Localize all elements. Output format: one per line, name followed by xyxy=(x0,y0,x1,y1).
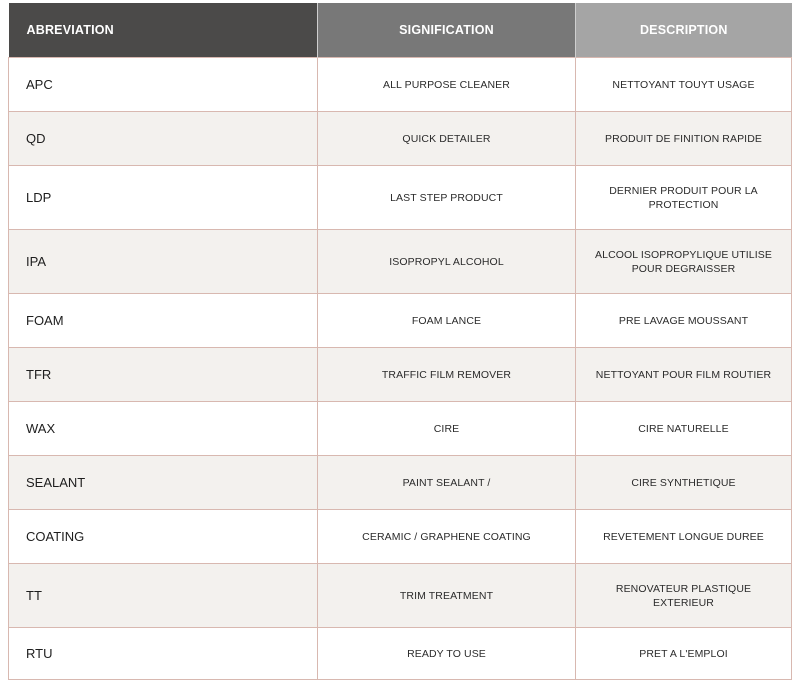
cell-description: PRODUIT DE FINITION RAPIDE xyxy=(576,112,792,166)
cell-signification: CIRE xyxy=(318,402,576,456)
table-header xyxy=(9,3,792,58)
cell-abbreviation: TFR xyxy=(9,348,318,402)
cell-description: CIRE SYNTHETIQUE xyxy=(576,456,792,510)
cell-description: DERNIER PRODUIT POUR LA PROTECTION xyxy=(576,166,792,230)
table-row xyxy=(9,564,792,628)
cell-signification: FOAM LANCE xyxy=(318,294,576,348)
cell-signification: TRAFFIC FILM REMOVER xyxy=(318,348,576,402)
cell-signification: TRIM TREATMENT xyxy=(318,564,576,628)
cell-description: PRE LAVAGE MOUSSANT xyxy=(576,294,792,348)
table-row xyxy=(9,58,792,112)
header-abbreviation: ABREVIATION xyxy=(9,3,318,58)
table-row xyxy=(9,456,792,510)
cell-description: RENOVATEUR PLASTIQUE EXTERIEUR xyxy=(576,564,792,628)
cell-abbreviation: WAX xyxy=(9,402,318,456)
cell-signification: QUICK DETAILER xyxy=(318,112,576,166)
cell-signification: READY TO USE xyxy=(318,628,576,680)
header-row xyxy=(9,3,792,58)
cell-signification: ISOPROPYL ALCOHOL xyxy=(318,230,576,294)
cell-abbreviation: TT xyxy=(9,564,318,628)
glossary-table-container xyxy=(8,3,792,680)
header-description: DESCRIPTION xyxy=(576,3,792,58)
table-row xyxy=(9,294,792,348)
table-row xyxy=(9,510,792,564)
cell-abbreviation: QD xyxy=(9,112,318,166)
cell-abbreviation: APC xyxy=(9,58,318,112)
table-row xyxy=(9,166,792,230)
cell-signification: PAINT SEALANT / xyxy=(318,456,576,510)
cell-abbreviation: RTU xyxy=(9,628,318,680)
cell-description: NETTOYANT POUR FILM ROUTIER xyxy=(576,348,792,402)
header-signification: SIGNIFICATION xyxy=(318,3,576,58)
cell-description: NETTOYANT TOUYT USAGE xyxy=(576,58,792,112)
cell-abbreviation: SEALANT xyxy=(9,456,318,510)
cell-abbreviation: IPA xyxy=(9,230,318,294)
cell-description: CIRE NATURELLE xyxy=(576,402,792,456)
cell-abbreviation: COATING xyxy=(9,510,318,564)
table-body xyxy=(9,58,792,680)
cell-abbreviation: FOAM xyxy=(9,294,318,348)
abbreviation-glossary-table xyxy=(8,3,792,680)
cell-description: PRET A L'EMPLOI xyxy=(576,628,792,680)
cell-abbreviation: LDP xyxy=(9,166,318,230)
cell-description: ALCOOL ISOPROPYLIQUE UTILISE POUR DEGRAISSER xyxy=(576,230,792,294)
table-row xyxy=(9,348,792,402)
cell-signification: ALL PURPOSE CLEANER xyxy=(318,58,576,112)
table-row xyxy=(9,230,792,294)
cell-signification: LAST STEP PRODUCT xyxy=(318,166,576,230)
table-row xyxy=(9,628,792,680)
cell-signification: CERAMIC / GRAPHENE COATING xyxy=(318,510,576,564)
table-row xyxy=(9,402,792,456)
cell-description: REVETEMENT LONGUE DUREE xyxy=(576,510,792,564)
table-row xyxy=(9,112,792,166)
